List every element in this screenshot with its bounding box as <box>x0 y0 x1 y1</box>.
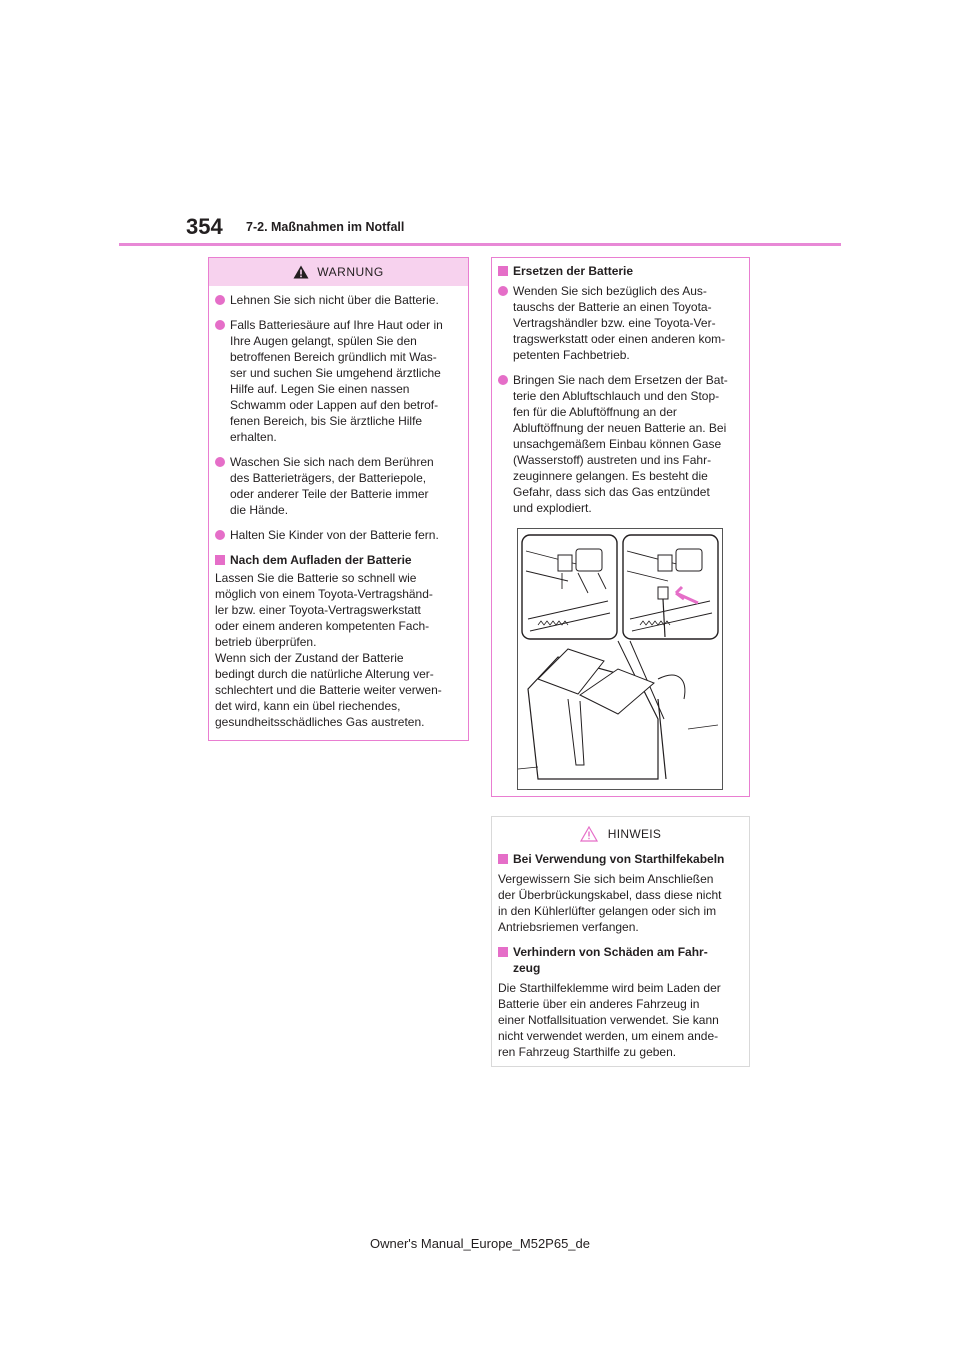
replace-bullet <box>498 283 741 363</box>
section-heading <box>498 944 741 976</box>
paragraph <box>215 570 460 730</box>
bullet-dot-icon <box>498 375 508 385</box>
heading-text: Bei Verwendung von Starthilfekabeln <box>513 852 725 866</box>
text-line: tragswerkstatt oder einen anderen kom- <box>513 332 726 346</box>
warning-bullet <box>215 292 460 308</box>
text-line: Lehnen Sie sich nicht über die Batterie. <box>230 293 439 307</box>
text-line: Lassen Sie die Batterie so schnell wie <box>215 571 417 585</box>
text-line: betroffenen Bereich gründlich mit Was- <box>230 350 437 364</box>
square-bullet-icon <box>215 555 225 565</box>
bullet-dot-icon <box>498 286 508 296</box>
heading-text: Ersetzen der Batterie <box>513 264 634 278</box>
warning-bullet <box>215 527 460 543</box>
text-line: und explodiert. <box>513 501 592 515</box>
warning-bullet <box>215 317 460 445</box>
text-line: erhalten. <box>230 430 277 444</box>
text-line: nicht verwendet werden, um einem ande- <box>498 1029 719 1043</box>
bullet-dot-icon <box>215 320 225 330</box>
bullet-dot-icon <box>215 295 225 305</box>
text-line: ler bzw. einer Toyota-Vertragswerkstatt <box>215 603 421 617</box>
text-line: betrieb überprüfen. <box>215 635 317 649</box>
note-header <box>492 817 749 851</box>
text-line: die Hände. <box>230 503 289 517</box>
text-line: schlechtert und die Batterie weiter verwen- <box>215 683 442 697</box>
bullet-dot-icon <box>215 530 225 540</box>
square-bullet-icon <box>498 854 508 864</box>
replace-bullet <box>498 372 741 516</box>
battery-vent-illustration <box>517 528 723 790</box>
text-line: tauschs der Batterie an einen Toyota- <box>513 300 712 314</box>
page-number: 354 <box>186 214 223 239</box>
battery-drawing <box>518 529 722 789</box>
heading-text: Nach dem Aufladen der Batterie <box>230 553 412 567</box>
square-bullet-icon <box>498 266 508 276</box>
text-line: Die Starthilfeklemme wird beim Laden der <box>498 981 721 995</box>
text-line: der Überbrückungskabel, dass diese nicht <box>498 888 722 902</box>
text-line: Wenden Sie sich bezüglich des Aus- <box>513 284 707 298</box>
bullet-dot-icon <box>215 457 225 467</box>
warning-header <box>209 258 468 286</box>
square-bullet-icon <box>498 947 508 957</box>
text-line: fenen Bereich, bis Sie ärztliche Hilfe <box>230 414 423 428</box>
text-line: Wenn sich der Zustand der Batterie <box>215 651 404 665</box>
text-line: Hilfe auf. Legen Sie einen nassen <box>230 382 410 396</box>
paragraph <box>498 980 741 1060</box>
caution-triangle-icon <box>580 826 598 842</box>
text-line: oder einem anderen kompetenten Fach- <box>215 619 430 633</box>
section-heading <box>498 263 741 279</box>
text-line: Ihre Augen gelangt, spülen Sie den <box>230 334 417 348</box>
section-heading <box>498 851 741 867</box>
heading-text: zeug <box>513 961 541 975</box>
text-line: Gefahr, dass sich das Gas entzündet <box>513 485 710 499</box>
text-line: terie den Abluftschlauch und den Stop- <box>513 389 720 403</box>
text-line: bedingt durch die natürliche Alterung ver- <box>215 667 434 681</box>
note-title: HINWEIS <box>607 827 662 841</box>
header-rule <box>119 243 841 246</box>
text-line: fen für die Abluftöffnung an der <box>513 405 677 419</box>
text-line: Falls Batteriesäure auf Ihre Haut oder in <box>230 318 443 332</box>
text-line: in den Kühlerlüfter gelangen oder sich im <box>498 904 717 918</box>
text-line: (Wasserstoff) austreten und ins Fahr- <box>513 453 712 467</box>
text-line: Vertragshändler bzw. eine Toyota-Ver- <box>513 316 716 330</box>
section-title: 7-2. Maßnahmen im Notfall <box>246 220 405 234</box>
warning-title: WARNUNG <box>317 265 384 279</box>
text-line: einer Notfallsituation verwendet. Sie kann <box>498 1013 719 1027</box>
section-heading <box>215 552 460 568</box>
text-line: Waschen Sie sich nach dem Berühren <box>230 455 434 469</box>
warning-box <box>208 257 469 741</box>
text-line: det wird, kann ein übel riechendes, <box>215 699 401 713</box>
text-line: Antriebsriemen verfangen. <box>498 920 639 934</box>
text-line: petenten Fachbetrieb. <box>513 348 630 362</box>
text-line: ser und suchen Sie umgehend ärztliche <box>230 366 441 380</box>
text-line: Bringen Sie nach dem Ersetzen der Bat- <box>513 373 728 387</box>
text-line: Schwamm oder Lappen auf den betrof- <box>230 398 439 412</box>
text-line: des Batterieträgers, der Batteriepole, <box>230 471 427 485</box>
note-box <box>491 816 750 1067</box>
text-line: unsachgemäßem Einbau können Gase <box>513 437 722 451</box>
text-line: Batterie über ein anderes Fahrzeug in <box>498 997 700 1011</box>
text-line: Halten Sie Kinder von der Batterie fern. <box>230 528 439 542</box>
warning-bullet <box>215 454 460 518</box>
footer-text: Owner's Manual_Europe_M52P65_de <box>369 1236 590 1251</box>
text-line: Abluftöffnung der neuen Batterie an. Bei <box>513 421 727 435</box>
text-line: Vergewissern Sie sich beim Anschließen <box>498 872 714 886</box>
heading-text: Verhindern von Schäden am Fahr- <box>513 945 708 959</box>
text-line: oder anderer Teile der Batterie immer <box>230 487 429 501</box>
text-line: möglich von einem Toyota-Vertragshänd- <box>215 587 433 601</box>
paragraph <box>498 871 741 935</box>
warning-triangle-icon <box>293 265 309 279</box>
text-line: gesundheitsschädliches Gas austreten. <box>215 715 425 729</box>
text-line: ren Fahrzeug Starthilfe zu geben. <box>498 1045 677 1059</box>
text-line: zeuginnere gelangen. Es besteht die <box>513 469 708 483</box>
